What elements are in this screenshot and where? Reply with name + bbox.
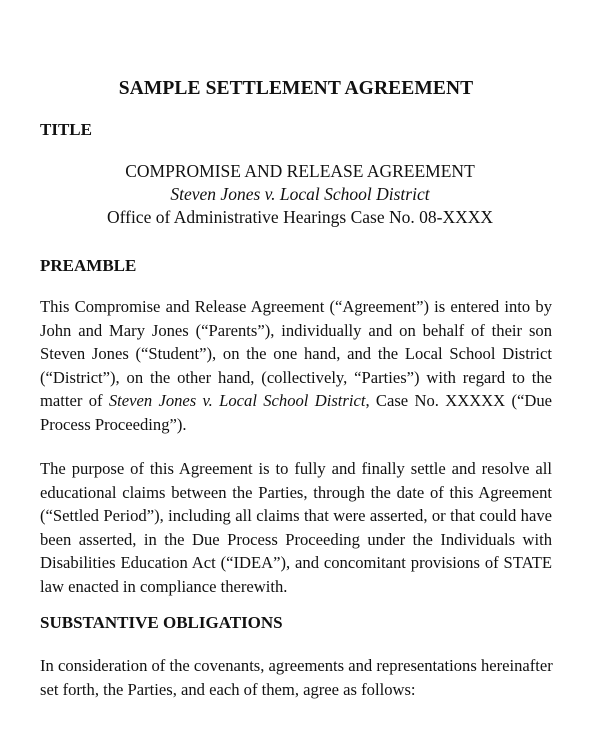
text-line: Process Proceeding”). [40,414,187,434]
text-line: The purpose of this Agreement is to fully and finally settle and resolve all [40,459,552,478]
preamble-paragraph-2 [40,457,552,598]
case-caption-inline: Steven Jones v. Local School District [108,391,366,410]
text-line: law enacted in compliance therewith. [40,576,288,596]
preamble-paragraph-1 [40,295,552,436]
text-line: This Compromise and Release Agreement (“Agreement”) is entered into by [40,297,552,316]
text-line: set forth, the Parties, and each of them, agree as follows: [40,679,416,699]
text-segment: matter of [40,391,109,410]
title-heading: TITLE [40,120,92,139]
agreement-title-block [0,160,600,229]
text-line [40,389,552,413]
text-line: In consideration of the covenants, agreements and representations hereinafter [40,656,553,675]
text-line: educational claims between the Parties, through the date of this Agreement [40,482,552,502]
text-line: Steven Jones (“Student”), on the one hand, and the Local School District [40,344,552,363]
document-title: SAMPLE SETTLEMENT AGREEMENT [118,78,474,99]
preamble-heading: PREAMBLE [40,256,137,275]
text-line: (“District”), on the other hand, (collectively, “Parties”) with regard to the [40,367,552,387]
text-line: (“Settled Period”), including all claims that were asserted, or that could have [40,506,552,525]
text-line: Disabilities Education Act (“IDEA”), and concomitant provisions of STATE [40,553,552,572]
text-line: been asserted, in the Due Process Proceeding under the Individuals with [40,529,552,549]
obligations-paragraph-1 [40,654,552,701]
text-segment: , Case No. XXXXX (“Due [365,391,552,410]
agreement-name: COMPROMISE AND RELEASE AGREEMENT [125,161,475,181]
text-line: John and Mary Jones (“Parents”), individually and on behalf of their son [40,320,552,340]
case-caption: Steven Jones v. Local School District [170,184,430,204]
obligations-heading: SUBSTANTIVE OBLIGATIONS [40,613,283,632]
case-number: Office of Administrative Hearings Case No. 08-XXXX [106,207,494,227]
